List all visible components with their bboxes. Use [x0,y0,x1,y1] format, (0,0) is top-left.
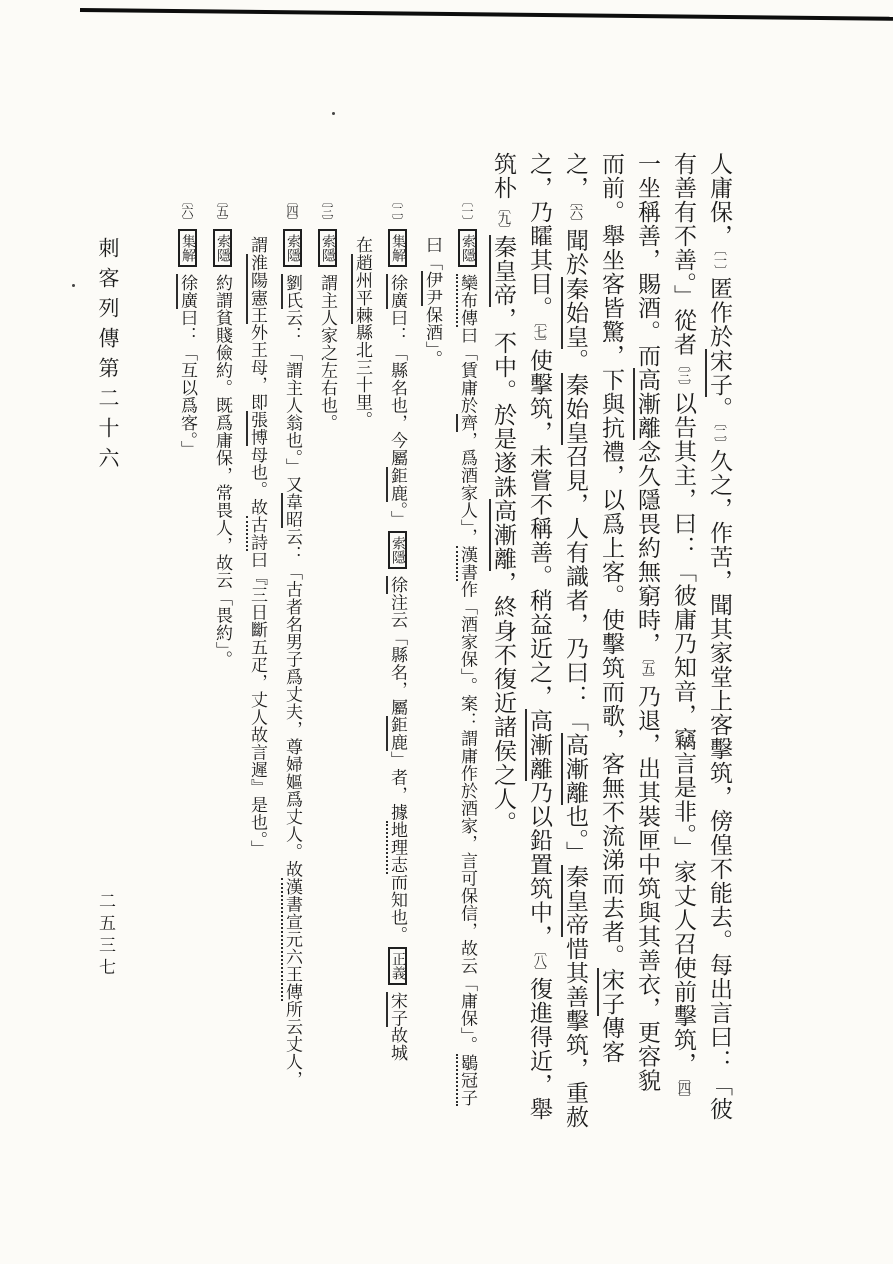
text-run: 曰「 [423,236,442,271]
footnote-marker: 〔六〕 [568,201,583,228]
book-title-marked: 古詩 [248,516,267,551]
proper-noun-marked: 徐 [388,576,407,594]
text-run: 有善有不善。」從者 [671,152,696,357]
proper-noun-marked: 徐廣 [178,274,197,309]
text-run: 而知也。 [388,873,407,944]
commentary-label: 索隱 [388,531,407,569]
text-run: 復進得近，舉 [527,977,552,1121]
text-run: 曰：「縣名也，今屬 [388,309,407,467]
proper-noun-marked: 趙州 [353,253,372,289]
footnote-marker: 〔五〕 [215,195,229,225]
proper-noun-marked: 宋子 [707,348,732,397]
main-text-column [665,152,701,1172]
footnote-marker: 〔四〕 [676,1077,691,1104]
proper-noun-marked: 齊 [458,414,477,432]
commentary-label: 索隱 [458,229,477,267]
proper-noun-marked: 高漸離 [635,368,660,440]
text-run: ，不中。於是遂誅 [491,307,516,499]
scan-edge-artifact [80,8,893,21]
footnote-marker: 〔一〕 [712,249,727,276]
text-run: ，終身不復近諸侯之人。 [491,571,516,835]
text-run: 之，乃矐其目。 [527,152,552,320]
book-title-marked: 漢書 [458,545,477,581]
proper-noun-marked: 宋子 [599,968,624,1016]
text-run: 乃退，出其裝匣中筑與其善衣，更容貌 [635,684,660,1093]
proper-noun-marked: 平棘 [353,288,372,324]
footnote-marker: 〔八〕 [532,949,547,976]
text-run: 約謂貧賤儉約。既爲庸保，常畏人，故云「畏約」。 [213,274,232,668]
text-run: 曰：「互以爲客。」 [178,309,197,458]
book-title-marked: 欒布傳 [458,274,477,327]
main-text-column [593,152,629,1172]
text-flow [170,152,737,1172]
proper-noun-marked: 韋昭 [283,493,302,528]
commentary-column [310,152,345,1172]
text-run: 以告其主，曰：「彼庸乃知音，竊言是非。」家丈人召使前擊筑， [671,391,696,1076]
text-run: 所云丈人， [283,1000,302,1088]
proper-noun-marked: 徐廣 [388,274,407,309]
text-run: 云：「古者名男子爲丈夫，尊婦嫗爲丈人。故 [283,528,302,878]
text-run: 念久隱畏約無窮時， [635,440,660,656]
text-run: 外王母，即 [248,323,267,411]
commentary-column [240,152,275,1172]
proper-noun-marked: 劉氏 [283,274,302,309]
page-number: 二五三七 [96,892,115,980]
proper-noun-marked: 秦皇帝 [491,235,516,307]
text-run: 謂主人家之左右也。 [318,274,337,432]
commentary-label: 集解 [388,229,407,267]
commentary-column [205,152,240,1172]
text-run: 。 [707,396,732,421]
footnote-marker: 〔二〕 [390,195,404,225]
footnote-marker: 〔一〕 [460,195,474,225]
text-run: 也。」 [563,804,588,865]
proper-noun-marked: 高漸離 [563,732,588,805]
footnote-marker: 〔三〕 [320,195,334,225]
footnote-marker: 〔六〕 [180,195,194,225]
footnote-marker: 〔九〕 [496,201,511,234]
chapter-title: 刺客列傳第二十六 [96,237,120,477]
proper-noun-marked: 高漸離 [527,708,552,781]
footnote-marker: 〔四〕 [285,195,299,225]
text-run: 注云「縣名，屬 [388,593,407,716]
text-run: 。 [563,348,588,373]
proper-noun-marked: 秦始皇 [563,372,588,445]
text-run: 傳客 [599,1016,624,1064]
commentary-column [450,152,485,1172]
footnote-marker: 〔七〕 [532,321,547,348]
text-run: 人庸保， [707,152,732,248]
proper-noun-marked: 秦始皇 [563,276,588,349]
commentary-label: 索隱 [318,229,337,267]
main-text-column [521,152,557,1172]
text-run: 乃以鉛置筑中， [527,780,552,949]
proper-noun-marked: 宋子 [388,991,407,1027]
text-run: 久之，作苦，聞其家堂上客擊筑，傍偟不能去。每出言曰：「彼 [707,449,732,1121]
proper-noun-marked: 淮陽憲王 [248,253,267,324]
text-run: 召見，人有識者，乃曰：「 [563,444,588,733]
text-run: 聞於 [563,228,588,277]
text-run: 一坐稱善，賜酒。而 [635,152,660,368]
main-text-column [629,152,665,1172]
text-run: 云：「謂主人翁也。」又 [283,309,302,493]
text-run: 使擊筑，未嘗不稱善。稍益近之， [527,348,552,709]
text-run: 故城 [388,1026,407,1062]
book-title-marked: 漢書宣元六王傳 [283,878,302,1001]
commentary-label: 索隱 [283,229,302,267]
proper-noun-marked: 秦皇帝 [563,865,588,937]
proper-noun-marked: 鉅鹿 [388,466,407,502]
proper-noun-marked: 張博 [248,411,267,446]
commentary-label: 索隱 [213,229,232,267]
proper-noun-marked: 高漸離 [491,499,516,571]
proper-noun-marked: 鉅鹿 [388,716,407,751]
commentary-label: 正義 [388,947,407,985]
main-text-column [557,152,593,1172]
commentary-column [170,152,205,1172]
proper-noun-marked: 伊尹 [423,271,442,306]
text-run: 。」 [388,501,407,528]
text-run: 而前。舉坐客皆驚，下與抗禮，以爲上客。使擊筑而歌，客無不流涕而去者。 [599,152,624,968]
text-run: 作「酒家保」。案：謂庸作於酒家，言可保信，故云「庸保」。 [458,580,477,1054]
text-run: 縣北三十里。 [353,323,372,429]
scan-speck [332,112,335,115]
text-run: 筑朴 [491,152,516,200]
book-title-marked: 鶡冠子 [458,1053,477,1106]
footnote-marker: 〔二〕 [712,421,727,448]
text-run: 謂 [248,236,267,254]
text-run: 在 [353,236,372,254]
text-run: ，爲酒家人」， [458,431,477,546]
text-run: 之， [563,152,588,200]
scan-speck [72,284,75,287]
commentary-column [345,152,380,1172]
main-text-column [701,152,737,1172]
commentary-column [275,152,310,1172]
commentary-label: 集解 [178,229,197,267]
main-text-column [485,152,521,1172]
commentary-column [415,152,450,1172]
text-run: 匿作於 [707,276,732,349]
text-run: 惜其善擊筑，重赦 [563,937,588,1129]
footnote-marker: 〔五〕 [640,657,655,684]
text-run: 保酒」。 [423,306,442,368]
text-run: 母也。故 [248,446,267,516]
footnote-marker: 〔三〕 [676,357,691,391]
text-run: 」者，據 [388,751,407,821]
text-run: 曰「賃庸於 [458,326,477,414]
commentary-column [380,152,415,1172]
book-title-marked: 地理志 [388,821,407,874]
text-run: 曰『三日斷五疋，丈人故言遲』是也。」 [248,551,267,858]
